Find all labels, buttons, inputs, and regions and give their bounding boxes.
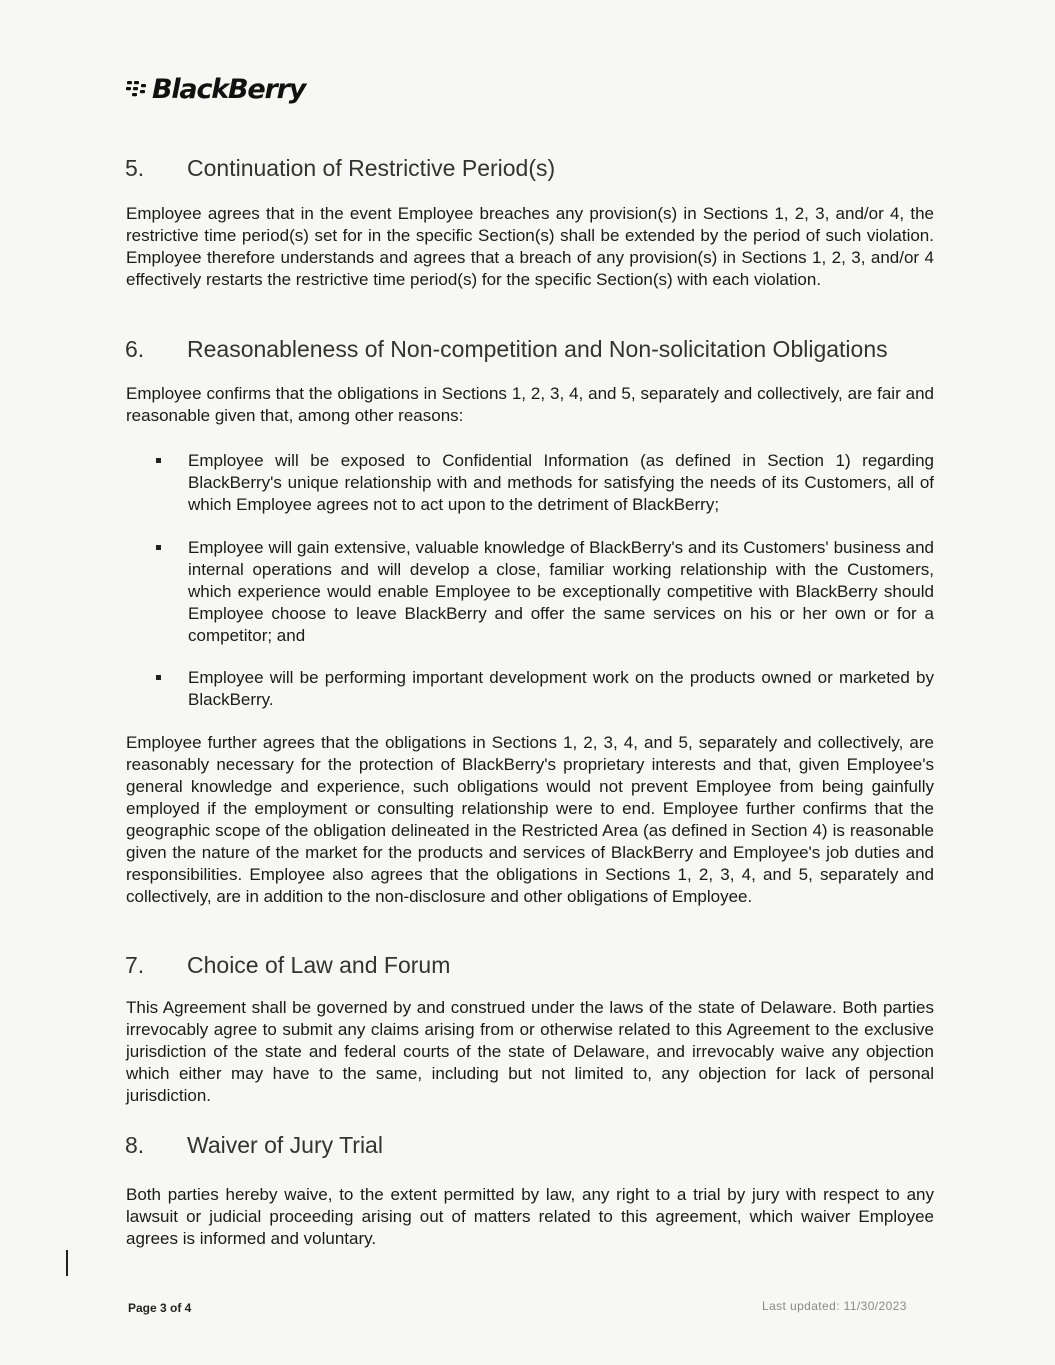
bullet-text: Employee will gain extensive, valuable knowledge of BlackBerry's and its Customers' business and internal operations and will develop a close, familiar working relationship with the Customers, which experience would enable Employee to be exceptionally competitive with BlackBerry should Employee choose to leave BlackBerry and offer the same services on his or her own or for a competitor; and	[188, 538, 934, 645]
last-updated: Last updated: 11/30/2023	[762, 1299, 907, 1313]
section-number: 5.	[125, 155, 145, 181]
section-7-heading	[125, 952, 450, 979]
bullet-icon	[152, 537, 188, 647]
section-6-heading	[125, 336, 888, 363]
section-title: Reasonableness of Non-competition and Non-solicitation Obligations	[187, 336, 888, 362]
list-item	[152, 450, 934, 516]
list-item	[152, 667, 934, 711]
section-5-heading	[125, 155, 555, 182]
section-number: 6.	[125, 336, 145, 362]
section-7-paragraph: This Agreement shall be governed by and construed under the laws of the state of Delaware. Both parties irrevocably agree to submit any claims arising from or otherwise related to this Agreement to the exclusive jurisdiction of the state and federal courts of the state of Delaware, and irrevocably waive any objection which either may have to the same, including but not limited to, any objection for lack of personal jurisdiction.	[126, 998, 934, 1105]
bullet-icon	[152, 450, 188, 516]
section-title: Waiver of Jury Trial	[187, 1132, 383, 1158]
section-number: 8.	[125, 1132, 145, 1158]
section-8-heading	[125, 1132, 383, 1159]
section-5-paragraph: Employee agrees that in the event Employee breaches any provision(s) in Sections 1, 2, 3, and/or 4, the restrictive time period(s) set for in the specific Section(s) shall be extended by the period of such violation. Employee therefore understands and agrees that a breach of any provision(s) in Sections 1, 2, 3, and/or 4 effectively restarts the restrictive time period(s) for the specific Section(s) with each violation.	[126, 204, 934, 289]
blackberry-logo	[126, 74, 305, 105]
change-bar	[66, 1250, 68, 1276]
bullet-text: Employee will be exposed to Confidential Information (as defined in Section 1) regarding BlackBerry's unique relationship with and methods for satisfying the needs of its Customers, all of which Employee agrees not to act upon to the detriment of BlackBerry;	[188, 451, 934, 514]
list-item	[152, 537, 934, 647]
page-number: Page 3 of 4	[128, 1301, 192, 1315]
section-number: 7.	[125, 952, 145, 978]
bullet-icon	[152, 667, 188, 711]
blackberry-keys-icon	[126, 80, 148, 100]
section-title: Choice of Law and Forum	[187, 952, 451, 978]
section-title: Continuation of Restrictive Period(s)	[187, 155, 556, 181]
section-6-closing: Employee further agrees that the obligations in Sections 1, 2, 3, 4, and 5, separately and collectively, are reasonably necessary for the protection of BlackBerry's proprietary interests and that, given Employee's general knowledge and experience, such obligations would not prevent Employee from being gainfully employed if the employment or consulting relationship were to end. Employee further confirms that the geographic scope of the obligation delineated in the Restricted Area (as defined in Section 4) is reasonable given the nature of the market for the products and services of BlackBerry and Employee's job duties and responsibilities. Employee also agrees that the obligations in Sections 1, 2, 3, 4, and 5, separately and collectively, are in addition to the non-disclosure and other obligations of Employee.	[126, 733, 934, 906]
section-6-intro: Employee confirms that the obligations in Sections 1, 2, 3, 4, and 5, separately and collectively, are fair and reasonable given that, among other reasons:	[126, 384, 934, 425]
bullet-text: Employee will be performing important development work on the products owned or marketed by BlackBerry.	[188, 668, 934, 709]
brand-name: BlackBerry	[152, 74, 306, 105]
section-8-paragraph: Both parties hereby waive, to the extent permitted by law, any right to a trial by jury with respect to any lawsuit or judicial proceeding arising out of matters related to this agreement, which waiver Employee agrees is informed and voluntary.	[126, 1185, 934, 1248]
